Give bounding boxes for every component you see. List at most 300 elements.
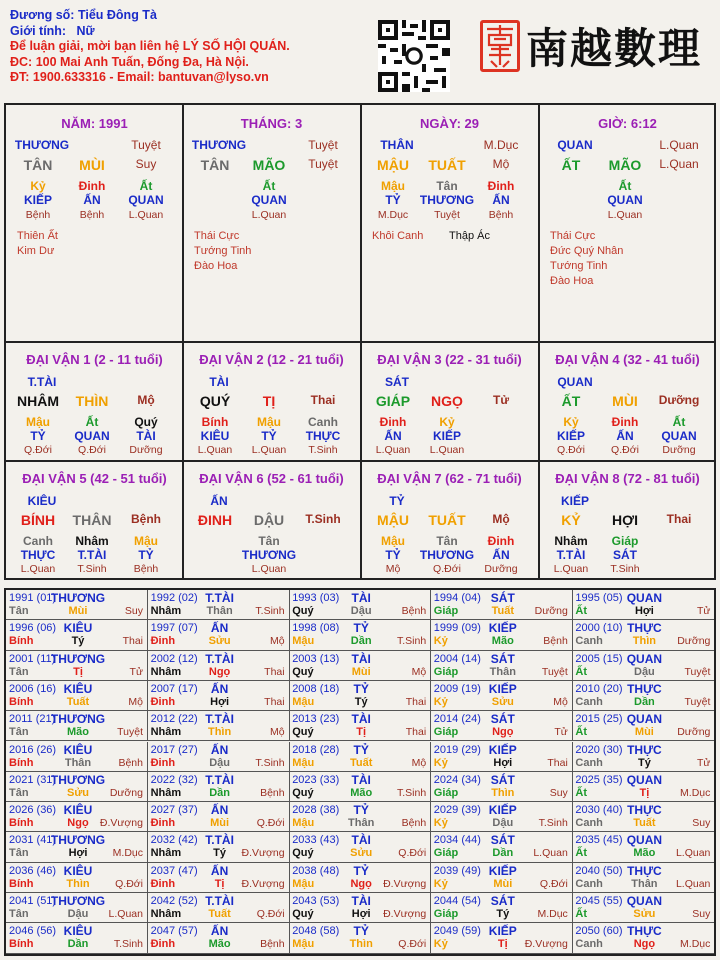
- dai-van-value: KIÊU: [200, 429, 230, 443]
- year-phase: Dưỡng: [534, 605, 568, 617]
- year-god: THƯƠNG: [50, 591, 106, 605]
- year-branch: Thân: [64, 756, 92, 769]
- year-god: ẤN: [210, 681, 229, 696]
- dai-van-cell: [183, 343, 360, 460]
- dai-van-value: Ất: [85, 415, 99, 429]
- pillar-value: M.Dục: [377, 209, 409, 221]
- year-label: 2019 (29): [433, 743, 481, 756]
- dai-van-value: KIẾP: [556, 429, 586, 443]
- pillar-cell: [6, 105, 183, 341]
- year-stem: Nhâm: [150, 908, 182, 920]
- year-label: 2050 (60): [575, 925, 623, 938]
- year-label: 2034 (44): [433, 834, 481, 847]
- year-table: [4, 588, 716, 956]
- dai-van-title: ĐẠI VẬN 4 (32 - 41 tuổi): [555, 352, 700, 367]
- dai-van-value: SÁT: [613, 548, 637, 562]
- dai-van-value: Q.Đới: [557, 444, 585, 456]
- year-cell: [289, 923, 431, 953]
- year-phase: L.Quan: [533, 847, 568, 860]
- year-label: 2018 (28): [292, 743, 340, 756]
- dai-van-value: HỢI: [612, 512, 638, 528]
- dai-van-value: L.Quan: [20, 563, 56, 575]
- year-stem: Nhâm: [150, 847, 182, 860]
- dai-van-title: ĐẠI VẬN 6 (52 - 61 tuổi): [199, 471, 344, 486]
- dai-van-value: TỶ: [261, 429, 277, 443]
- year-cell: [6, 772, 148, 802]
- dai-van-value: L.Quan: [197, 444, 233, 456]
- year-branch: Ngọ: [633, 938, 656, 951]
- year-god: THƯƠNG: [50, 894, 106, 908]
- year-phase: Q.Đới: [539, 877, 568, 890]
- pillar-top-left: THƯƠNG: [14, 138, 70, 152]
- pillar-value: L.Quan: [607, 209, 643, 221]
- dai-van-value: KIẾP: [432, 429, 462, 443]
- year-label: 2004 (14): [433, 652, 481, 665]
- dai-van-value: Kỷ: [439, 415, 455, 429]
- year-branch: Dậu: [67, 908, 89, 920]
- year-phase: Q.Đới: [115, 877, 143, 890]
- dai-van-top: KIÊU: [27, 494, 57, 508]
- dai-van-top: T.TÀI: [27, 375, 57, 389]
- dai-van-value: Mậu: [26, 415, 50, 429]
- pillar-value: Tân: [436, 179, 458, 193]
- year-phase: M.Dục: [680, 786, 711, 799]
- year-cell: [289, 620, 431, 650]
- year-label: 2047 (57): [150, 925, 198, 938]
- year-cell: [148, 651, 290, 681]
- pillar-value: ẤN: [492, 193, 510, 207]
- year-branch: Sửu: [633, 908, 656, 920]
- year-god: TỶ: [353, 863, 369, 878]
- pillar-value: MÃO: [252, 157, 286, 173]
- year-stem: Nhâm: [150, 665, 182, 678]
- dai-van-value: THƯƠNG: [419, 548, 475, 562]
- year-branch: Dậu: [492, 817, 514, 830]
- year-stem: Đinh: [150, 877, 176, 890]
- pillar-value: TÂN: [23, 157, 53, 173]
- dai-van-value: Mậu: [381, 534, 405, 548]
- year-god: ẤN: [210, 863, 229, 878]
- year-cell: [431, 772, 573, 802]
- dai-van-title: ĐẠI VẬN 5 (42 - 51 tuổi): [22, 471, 167, 486]
- year-cell: [431, 651, 573, 681]
- dai-van-cell: [6, 462, 183, 579]
- year-stem: Nhâm: [150, 726, 182, 739]
- year-god: TỶ: [353, 742, 369, 757]
- dai-van-value: Kỷ: [563, 415, 579, 429]
- dai-van-value: T.TÀI: [77, 548, 107, 562]
- year-branch: Mão: [633, 847, 656, 860]
- year-label: 2001 (11): [9, 652, 56, 665]
- year-stem: Nhâm: [150, 605, 182, 617]
- year-cell: [431, 742, 573, 772]
- year-phase: Tuyệt: [684, 695, 711, 708]
- year-cell: [431, 832, 573, 862]
- year-god: QUAN: [626, 651, 663, 666]
- pillar-value: MÙI: [79, 157, 105, 173]
- pillar-value: Mộ: [492, 157, 510, 171]
- year-branch: Tý: [637, 756, 651, 769]
- year-phase: M.Dục: [680, 938, 711, 951]
- year-label: 2007 (17): [150, 682, 198, 695]
- year-cell: [289, 832, 431, 862]
- pillar-title: GIỜ: 6:12: [598, 116, 657, 131]
- year-phase: Tuyệt: [117, 726, 143, 739]
- year-stem: Bính: [9, 695, 34, 708]
- year-branch: Dậu: [209, 756, 230, 769]
- dai-van-value: Đinh: [611, 415, 639, 429]
- year-branch: Tý: [71, 635, 85, 648]
- dai-van-value: DẬU: [253, 512, 285, 528]
- pillar-value: TUẤT: [428, 157, 466, 173]
- year-god: SÁT: [490, 833, 515, 848]
- contact-note: Để luận giải, mời bạn liên hệ LÝ SỐ HỘI QUÁN.: [10, 39, 290, 53]
- year-stem: Canh: [575, 635, 603, 648]
- year-phase: Mộ: [270, 726, 285, 739]
- year-stem: Kỷ: [433, 877, 448, 890]
- year-label: 2030 (40): [575, 804, 623, 817]
- year-cell: [431, 711, 573, 741]
- pillar-value: TỶ: [385, 193, 401, 207]
- year-stem: Ất: [575, 726, 587, 739]
- year-stem: Canh: [575, 817, 603, 830]
- dai-van-value: MÙI: [612, 393, 638, 409]
- dai-van-top: ẤN: [210, 494, 228, 508]
- year-phase: Mộ: [411, 756, 427, 769]
- dai-van-cell: [183, 462, 360, 579]
- pillar-top-left: THÂN: [380, 138, 414, 152]
- year-god: THƯƠNG: [50, 651, 106, 666]
- year-cell: [572, 832, 714, 862]
- year-god: THỰC: [627, 681, 662, 696]
- pillar-value: Bệnh: [488, 209, 514, 221]
- dai-van-value: L.Quan: [251, 444, 287, 456]
- year-label: 1992 (02): [150, 592, 198, 604]
- year-branch: Thân: [489, 665, 516, 678]
- year-label: 2024 (34): [433, 773, 481, 786]
- dai-van-value: L.Quan: [251, 563, 287, 575]
- dai-van-top: TỶ: [389, 494, 405, 508]
- year-god: SÁT: [490, 591, 515, 605]
- dai-van-value: TỶ: [138, 548, 154, 562]
- year-stem: Quý: [292, 847, 314, 860]
- year-phase: Đ.Vượng: [383, 908, 427, 920]
- year-cell: [431, 863, 573, 893]
- dai-van-value: ĐINH: [197, 512, 233, 528]
- dai-van-value: THÂN: [72, 512, 112, 528]
- year-stem: Giáp: [433, 786, 459, 799]
- brand-title: 南越數理: [526, 24, 703, 73]
- pillar-top-right: L.Quan: [659, 138, 699, 152]
- pillar-value: Ất: [618, 179, 632, 193]
- year-label: 2049 (59): [433, 925, 481, 938]
- year-cell: [289, 681, 431, 711]
- year-phase: Dưỡng: [109, 786, 143, 799]
- year-god: TÀI: [351, 772, 371, 787]
- year-label: 1994 (04): [433, 592, 481, 604]
- year-god: KIẾP: [488, 924, 517, 939]
- year-branch: Thìn: [491, 786, 515, 799]
- year-phase: M.Dục: [112, 847, 143, 860]
- year-stem: Tân: [9, 786, 29, 799]
- year-branch: Tuất: [208, 908, 231, 920]
- dai-van-value: QUAN: [74, 429, 110, 443]
- year-phase: Thai: [405, 726, 427, 739]
- year-cell: [6, 742, 148, 772]
- pillar-top-left: THƯƠNG: [191, 138, 247, 152]
- year-stem: Đinh: [150, 635, 176, 648]
- pillar-value: L.Quan: [251, 209, 287, 221]
- pillar-value: Mậu: [381, 179, 405, 193]
- owner-name: Tiểu Đông Tà: [77, 8, 157, 22]
- year-cell: [148, 711, 290, 741]
- year-stem: Giáp: [433, 665, 459, 678]
- year-label: 1995 (05): [575, 592, 623, 604]
- dai-van-value: Q.Đới: [78, 444, 106, 456]
- year-god: TÀI: [351, 833, 371, 848]
- year-phase: Mộ: [553, 695, 568, 708]
- year-branch: Tị: [497, 938, 508, 951]
- year-branch: Ngọ: [67, 817, 89, 830]
- year-cell: [6, 681, 148, 711]
- year-label: 2011 (21): [9, 713, 56, 726]
- dai-van-title: ĐẠI VẬN 7 (62 - 71 tuổi): [377, 471, 522, 486]
- year-phase: Suy: [692, 817, 711, 830]
- year-label: 2009 (19): [433, 682, 481, 695]
- year-god: ẤN: [210, 742, 229, 757]
- pillar-value: Kỷ: [30, 179, 46, 193]
- year-branch: Thân: [631, 877, 658, 890]
- year-branch: Ngọ: [350, 877, 372, 890]
- dai-van-value: L.Quan: [375, 444, 411, 456]
- year-god: TÀI: [351, 591, 371, 605]
- year-god: ẤN: [210, 621, 229, 636]
- year-god: TỶ: [353, 924, 369, 939]
- year-label: 2017 (27): [150, 743, 198, 756]
- dai-van-value: L.Quan: [553, 563, 589, 575]
- year-branch: Dần: [634, 695, 655, 708]
- year-stem: Nhâm: [150, 786, 182, 799]
- dai-van-value: THƯƠNG: [241, 548, 297, 562]
- year-phase: Tuyệt: [684, 665, 711, 678]
- year-phase: Suy: [692, 908, 711, 920]
- dai-van-value: T.Sinh: [308, 444, 338, 456]
- dai-van-value: L.Quan: [429, 444, 465, 456]
- year-label: 2039 (49): [433, 864, 481, 877]
- year-god: SÁT: [490, 651, 515, 666]
- year-phase: Tử: [129, 665, 143, 678]
- year-stem: Tân: [9, 665, 29, 678]
- pillar-value: Ất: [139, 179, 153, 193]
- year-cell: [572, 772, 714, 802]
- year-cell: [572, 863, 714, 893]
- year-phase: T.Sinh: [538, 817, 568, 830]
- dai-van-value: QUAN: [661, 429, 697, 443]
- year-stem: Canh: [575, 877, 603, 890]
- year-stem: Tân: [9, 908, 29, 920]
- year-god: THƯƠNG: [50, 712, 106, 727]
- year-stem: Quý: [292, 665, 314, 678]
- pillar-value: L.Quan: [659, 157, 699, 171]
- year-god: THỰC: [627, 803, 662, 818]
- year-cell: [572, 711, 714, 741]
- dai-van-cell: [361, 343, 538, 460]
- dai-van-value: Bệnh: [133, 563, 159, 575]
- dai-van-value: NHÂM: [17, 393, 59, 409]
- year-cell: [289, 863, 431, 893]
- dai-van-value: Thai: [310, 393, 336, 407]
- year-god: KIÊU: [63, 863, 93, 878]
- year-label: 2040 (50): [575, 864, 623, 877]
- year-god: KIẾP: [488, 863, 517, 878]
- year-label: 2008 (18): [292, 682, 340, 695]
- year-stem: Đinh: [150, 695, 176, 708]
- year-label: 2048 (58): [292, 925, 340, 938]
- year-god: KIÊU: [63, 742, 93, 757]
- year-phase: Đ.Vượng: [241, 877, 285, 890]
- dai-van-cell: [6, 343, 183, 460]
- year-stem: Đinh: [150, 817, 176, 830]
- year-label: 2016 (26): [9, 743, 57, 756]
- year-stem: Đinh: [150, 938, 176, 951]
- year-cell: [6, 832, 148, 862]
- year-stem: Giáp: [433, 847, 459, 860]
- year-god: TỶ: [353, 621, 369, 636]
- year-phase: T.Sinh: [255, 605, 285, 617]
- year-branch: Tuất: [491, 605, 514, 617]
- year-label: 2038 (48): [292, 864, 340, 877]
- dai-van-title: ĐẠI VẬN 2 (12 - 21 tuổi): [199, 352, 344, 367]
- dai-van-cell: [539, 462, 716, 579]
- year-phase: T.Sinh: [255, 756, 285, 769]
- pillar-value: Bệnh: [25, 209, 51, 221]
- dai-van-value: Mộ: [137, 393, 155, 407]
- year-stem: Kỷ: [433, 635, 448, 648]
- dai-van-value: Mộ: [385, 563, 401, 575]
- gender-value: Nữ: [76, 23, 95, 38]
- year-branch: Mùi: [634, 726, 654, 739]
- year-branch: Mão: [350, 786, 373, 799]
- year-branch: Hợi: [210, 695, 230, 708]
- year-label: 2012 (22): [150, 713, 198, 726]
- dai-van-value: Mộ: [492, 512, 510, 526]
- year-cell: [148, 590, 290, 620]
- dai-van-value: THỰC: [305, 429, 341, 443]
- year-cell: [289, 893, 431, 923]
- year-cell: [572, 651, 714, 681]
- year-god: THỰC: [627, 863, 662, 878]
- year-phase: Bệnh: [260, 786, 285, 799]
- dai-van-value: Bính: [201, 415, 229, 429]
- year-phase: Tuyệt: [541, 665, 568, 678]
- dai-van-value: ẤN: [384, 429, 402, 443]
- year-branch: Tị: [73, 665, 83, 678]
- year-label: 2036 (46): [9, 864, 57, 877]
- year-label: 1996 (06): [9, 622, 57, 635]
- year-label: 1999 (09): [433, 622, 481, 635]
- year-stem: Mậu: [292, 695, 315, 708]
- year-phase: Mộ: [411, 665, 427, 678]
- year-branch: Thìn: [349, 938, 373, 951]
- year-label: 2013 (23): [292, 713, 340, 726]
- year-label: 2042 (52): [150, 895, 198, 907]
- pillar-value: MẬU: [377, 157, 409, 173]
- year-phase: Thai: [264, 665, 285, 678]
- year-label: 2000 (10): [575, 622, 623, 635]
- dai-van-value: TUẤT: [428, 512, 466, 528]
- year-cell: [289, 802, 431, 832]
- year-phase: L.Quan: [675, 877, 711, 890]
- dai-van-value: Mậu: [257, 415, 281, 429]
- pillar-value: THƯƠNG: [419, 193, 475, 207]
- year-label: 2033 (43): [292, 834, 340, 847]
- year-cell: [572, 590, 714, 620]
- year-branch: Mão: [67, 726, 89, 739]
- dai-van-value: BÍNH: [20, 512, 56, 528]
- pillar-star: Đào Hoa: [550, 275, 594, 287]
- year-cell: [6, 863, 148, 893]
- year-cell: [148, 802, 290, 832]
- header-info: [10, 8, 370, 86]
- year-label: 2043 (53): [292, 895, 340, 907]
- year-stem: Canh: [575, 938, 603, 951]
- year-branch: Tuất: [633, 817, 656, 830]
- year-phase: Đ.Vượng: [383, 877, 427, 890]
- year-cell: [148, 893, 290, 923]
- year-phase: Bệnh: [260, 938, 285, 951]
- year-stem: Ất: [575, 847, 587, 860]
- pillar-value: TÂN: [200, 157, 230, 173]
- year-stem: Bính: [9, 938, 34, 951]
- dai-van-value: Dưỡng: [658, 393, 700, 407]
- dai-van-value: Dưỡng: [484, 563, 518, 575]
- year-label: 2041 (51): [9, 895, 57, 907]
- year-phase: L.Quan: [108, 908, 143, 920]
- dai-van-value: TỶ: [385, 548, 401, 562]
- year-stem: Quý: [292, 605, 314, 617]
- dai-van-value: Tân: [436, 534, 458, 548]
- dai-van-value: MẬU: [377, 512, 409, 528]
- dai-van-title: ĐẠI VẬN 1 (2 - 11 tuổi): [26, 352, 163, 367]
- year-branch: Tý: [213, 847, 227, 860]
- year-label: 2037 (47): [150, 864, 198, 877]
- year-branch: Tuất: [349, 756, 373, 769]
- year-god: T.TÀI: [205, 591, 234, 605]
- year-phase: Bệnh: [118, 756, 143, 769]
- year-cell: [6, 590, 148, 620]
- year-god: KIẾP: [488, 742, 517, 757]
- dai-van-value: Mậu: [134, 534, 158, 548]
- year-branch: Mão: [491, 635, 514, 648]
- year-stem: Quý: [292, 726, 314, 739]
- year-label: 2025 (35): [575, 773, 623, 786]
- year-stem: Canh: [575, 695, 603, 708]
- year-branch: Thìn: [632, 635, 656, 648]
- dai-van-value: T.Sinh: [77, 563, 107, 575]
- year-phase: M.Dục: [537, 908, 568, 920]
- dai-van-value: Nhâm: [554, 534, 588, 548]
- pillar-value: Tuyệt: [434, 209, 460, 221]
- year-god: TÀI: [351, 894, 371, 908]
- year-cell: [289, 742, 431, 772]
- year-label: 2015 (25): [575, 713, 623, 726]
- dai-van-top: KIẾP: [560, 494, 590, 508]
- year-phase: Thai: [547, 756, 568, 769]
- year-god: T.TÀI: [205, 833, 234, 848]
- dai-van-top: QUAN: [557, 375, 593, 389]
- year-god: T.TÀI: [205, 712, 234, 727]
- year-cell: [6, 923, 148, 953]
